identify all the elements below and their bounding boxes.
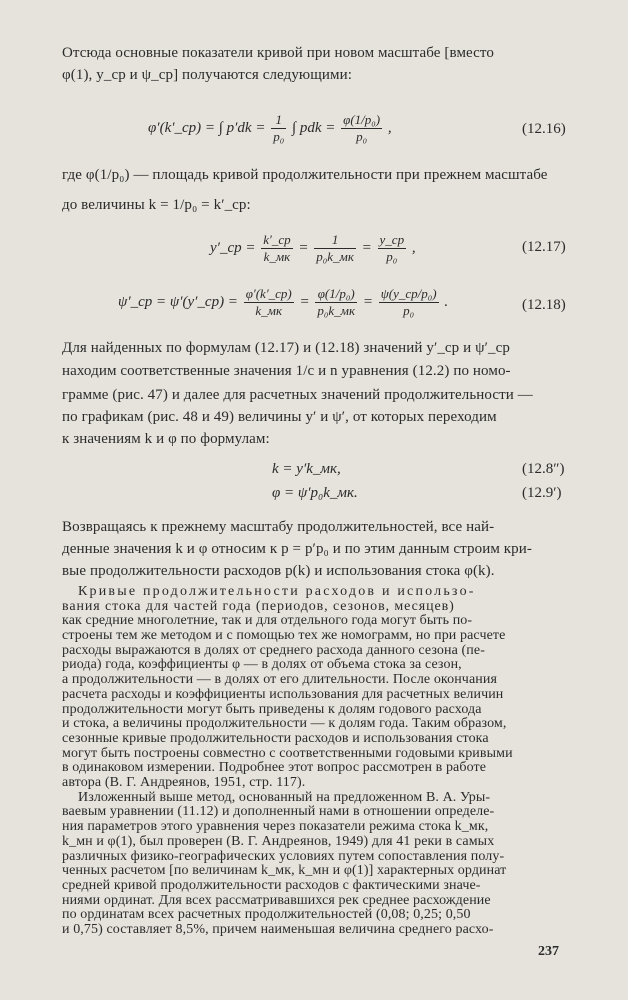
text-line: средней кривой продолжительности расходов с фактическими значе- bbox=[62, 878, 481, 893]
fraction: $\frac{k'\_ср}{k\_мк}$ bbox=[263, 232, 291, 264]
equation-12-9: φ = ψ′p₀k_мк. bbox=[272, 485, 358, 501]
text-line: а продолжительности — в долях от его длительности. После окончания bbox=[62, 672, 497, 687]
fraction: $\frac{y\_ср}{\text{p₀}}$ bbox=[379, 232, 405, 264]
text-line: ваевым уравнении (11.12) и дополненный нами в отношении определе- bbox=[62, 804, 495, 819]
text-line: находим соответственные значения 1/c и n уравнения (12.2) по номо- bbox=[62, 363, 511, 379]
text-line: строены тем же методом и с помощью тех же номограмм, но при расчете bbox=[62, 628, 506, 643]
equation-number: (12.16) bbox=[522, 121, 566, 137]
text-line: Для найденных по формулам (12.17) и (12.18) значений y′_ср и ψ′_ср bbox=[62, 340, 510, 356]
text-line: к значениям k и φ по формулам: bbox=[62, 431, 270, 447]
text-line: как средние многолетние, так и для отдельного года могут быть по- bbox=[62, 613, 473, 628]
text-line: Возвращаясь к прежнему масштабу продолжительностей, все най- bbox=[62, 519, 495, 535]
fraction: $\frac{\text{φ(1/p₀)}}{\text{p₀k\_мк}}$ bbox=[317, 286, 356, 318]
text-line: расчета расходы и коэффициенты использования для расчетных величин bbox=[62, 687, 504, 702]
text-line: автора (В. Г. Андреянов, 1951, стр. 117). bbox=[62, 775, 306, 790]
text-line: Кривые продолжительности расходов и использо- bbox=[78, 584, 476, 599]
fraction: $\frac{\varphi'(k'\_ср)}{k\_мк}$ bbox=[245, 286, 292, 318]
text-line: φ(1), y_ср и ψ_ср] получаются следующими: bbox=[62, 67, 353, 83]
text-line: k_мн и φ(1), был проверен (В. Г. Андреянов, 1949) для 41 реки в самых bbox=[62, 834, 495, 849]
text-line: ния параметров этого уравнения через показатели режима стока k_мк, bbox=[62, 819, 489, 834]
text-line: по графикам (рис. 48 и 49) величины y′ и ψ′, от которых переходим bbox=[62, 409, 497, 425]
fraction: $\frac{\text{ψ(y\_ср/p₀)}}{\text{p₀}}$ bbox=[380, 286, 437, 318]
text-line: различных физико-географических условиях путем сопоставления полу- bbox=[62, 849, 505, 864]
equation-12-16: φ′(k′_ср) = ∫ p′dk = $\frac{1}{\text{p₀}}$ ∫ pdk = $\frac{\text{φ(1/p₀)}}{\text{p₀}}$ , bbox=[148, 112, 392, 144]
text-line: вые продолжительности расходов p(k) и использования стока φ(k). bbox=[62, 563, 495, 579]
text-line: в одинаковом измерении. Подробнее этот вопрос рассмотрен в работе bbox=[62, 760, 487, 775]
text-line: расходы выражаются в долях от среднего расхода данного сезона (пе- bbox=[62, 643, 485, 658]
page-number: 237 bbox=[538, 944, 559, 959]
text-line: по ординатам всех расчетных продолжительностей (0,08; 0,25; 0,50 bbox=[62, 907, 471, 922]
equation-number: (12.18) bbox=[522, 297, 566, 313]
text-line: ниями ординат. Для всех рассматривавшихся рек среднее расхождение bbox=[62, 893, 491, 908]
equation-number: (12.17) bbox=[522, 239, 566, 255]
fraction: $\frac{1}{\text{p₀}}$ bbox=[273, 112, 285, 144]
text-line: и стока, а величины продолжительности — к долям года. Таким образом, bbox=[62, 716, 507, 731]
text-line: Отсюда основные показатели кривой при новом масштабе [вместо bbox=[62, 45, 494, 61]
equation-12-8: k = y′k_мк, bbox=[272, 461, 341, 477]
text-line: денные значения k и φ относим к p = p′p₀ и по этим данным строим кри- bbox=[62, 541, 532, 557]
text-line: вания стока для частей года (периодов, сезонов, месяцев) bbox=[62, 599, 455, 614]
equation-12-18: ψ′_ср = ψ′(y′_ср) = $\frac{\varphi'(k'\_ср)}{k\_мк}$ = $\frac{\text{φ(1/p₀)}}{\text{p₀k\_мк}}$ = $\frac{\text{ψ(y\_ср/p₀)}}{\text{p₀}}$ . bbox=[118, 286, 449, 318]
text-line: ченных расчетом [по величинам k_мк, k_мн и φ(1)] характерных ординат bbox=[62, 863, 507, 878]
text-line: где φ(1/p₀) — площадь кривой продолжительности при прежнем масштабе bbox=[62, 167, 548, 183]
equation-number: (12.8″) bbox=[522, 461, 565, 477]
text-line: грамме (рис. 47) и далее для расчетных значений продолжительности — bbox=[62, 387, 533, 403]
text-line: до величины k = 1/p₀ = k′_ср: bbox=[62, 197, 251, 213]
equation-middle: ∫ pdk = bbox=[292, 119, 340, 136]
text-line: риода) года, коэффициенты φ — в долях от объема стока за сезон, bbox=[62, 657, 462, 672]
fraction: $\frac{\text{φ(1/p₀)}}{\text{p₀}}$ bbox=[343, 112, 381, 144]
fraction: $\frac{1}{\text{p₀k\_мк}}$ bbox=[316, 232, 354, 264]
text-line: продолжительности могут быть приведены к долям годового расхода bbox=[62, 702, 482, 717]
text-line: Изложенный выше метод, основанный на предложенном В. А. Уры- bbox=[78, 790, 491, 805]
text-line: сезонные кривые продолжительности расходов и использования стока bbox=[62, 731, 489, 746]
equation-lhs: φ′(k′_ср) = ∫ p′dk = bbox=[148, 119, 270, 136]
text-line: могут быть построены совместно с соответственными годовыми кривыми bbox=[62, 746, 513, 761]
equation-number: (12.9′) bbox=[522, 485, 562, 501]
text-line: и 0,75) составляет 8,5%, причем наименьшая величина среднего расхо- bbox=[62, 922, 494, 937]
equation-12-17: y′_ср = $\frac{k'\_ср}{k\_мк}$ = $\frac{1}{\text{p₀k\_мк}}$ = $\frac{y\_ср}{\text{p₀}}$ , bbox=[210, 232, 416, 264]
